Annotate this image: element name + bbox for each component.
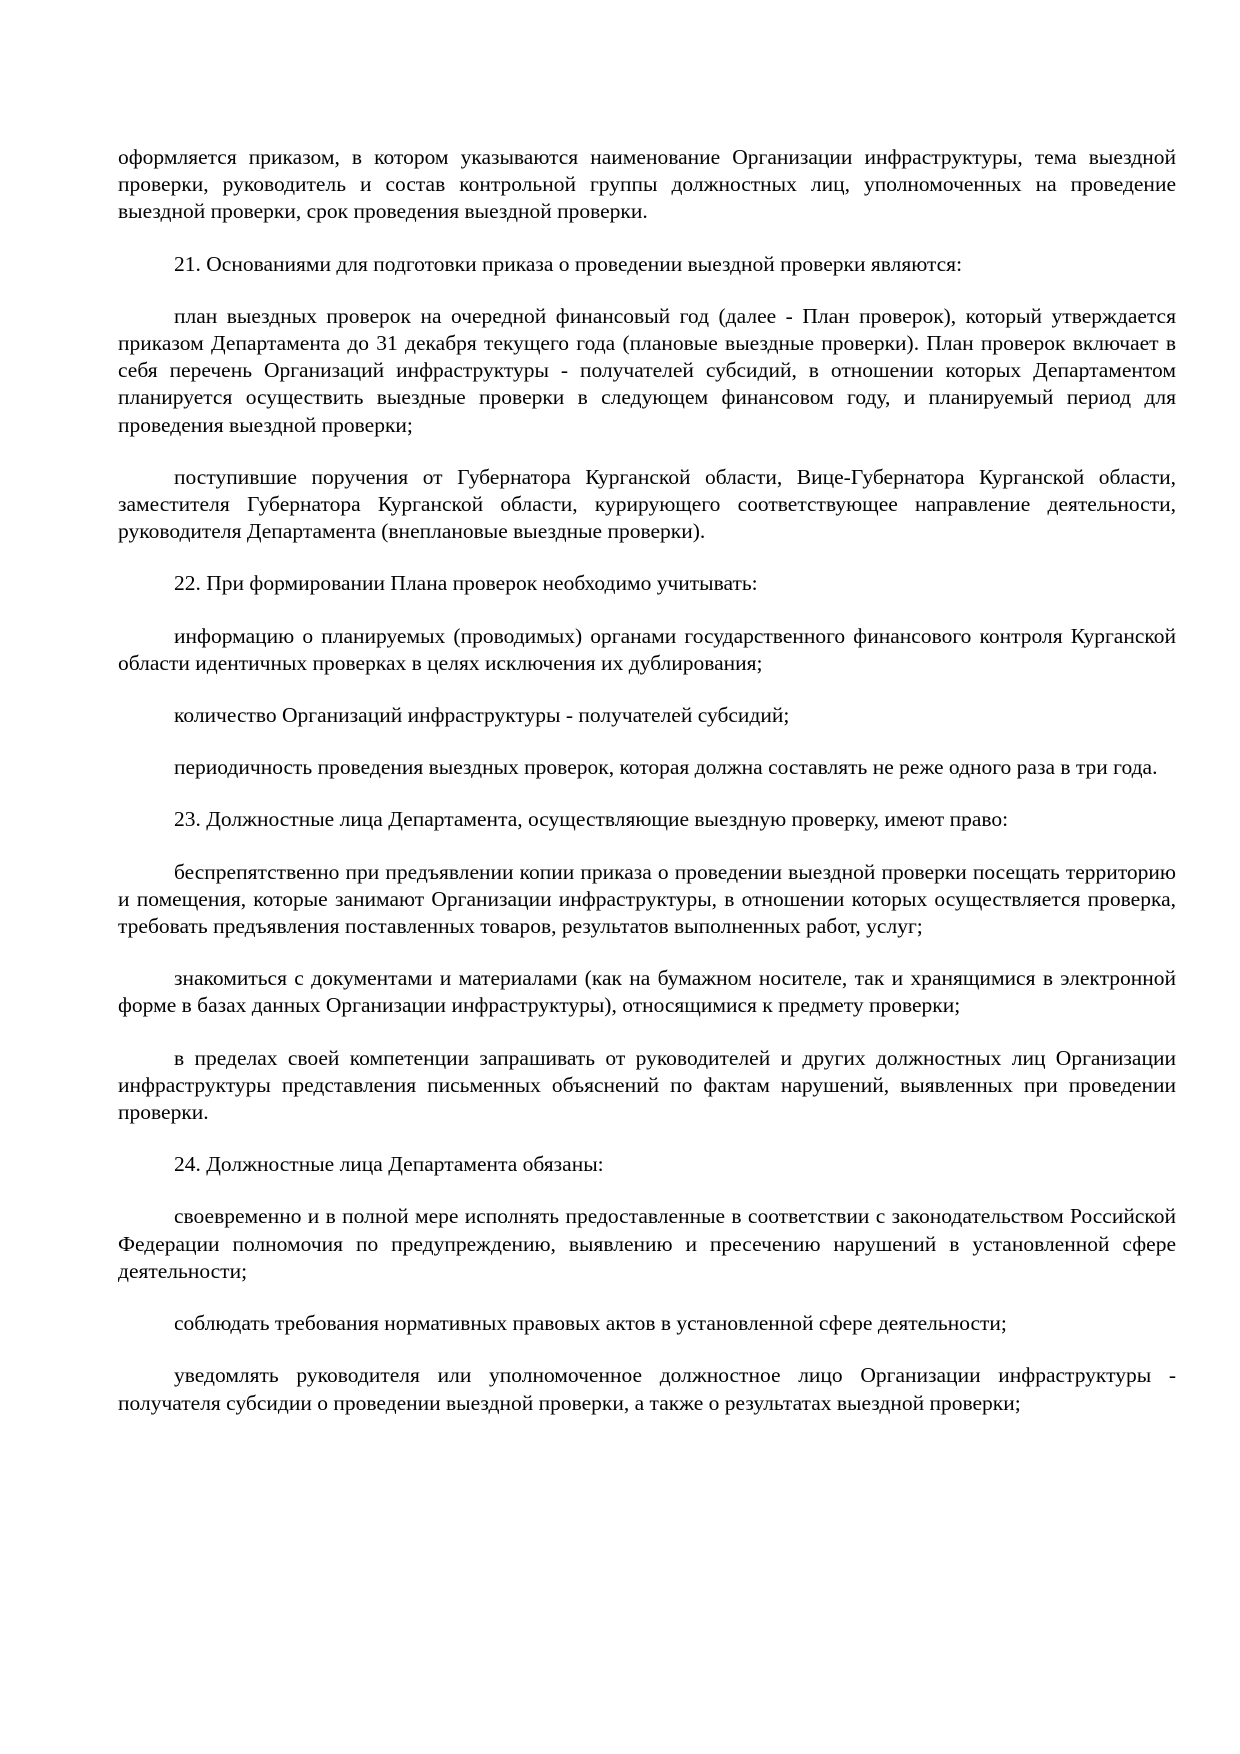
clause-21-heading: 21. Основаниями для подготовки приказа о проведении выездной проверки являются: — [174, 251, 963, 276]
document-page — [118, 144, 1176, 1442]
paragraph-governor-orders: поступившие поручения от Губернатора Курганской области, Вице-Губернатора Курганской области, заместителя Губернатора Курганской области, курирующего соответствующее направление деятельности, руководителя Департамента (внеплановые выездные проверки). — [118, 464, 1176, 544]
paragraph-control-info: информацию о планируемых (проводимых) органами государственного финансового контроля Курганской области идентичных проверках в целях исключения их дублирования; — [118, 623, 1176, 675]
paragraph-inspection-frequency: периодичность проведения выездных проверок, которая должна составлять не реже одного раза в три года. — [174, 755, 1158, 780]
paragraph-right-documents: знакомиться с документами и материалами (как на бумажном носителе, так и хранящимися в электронной форме в базах данных Организации инфраструктуры), относящимися к предмету проверки; — [118, 966, 1176, 1018]
paragraph-duty-regulations: соблюдать требования нормативных правовых актов в установленной сфере деятельности; — [174, 1311, 1007, 1336]
paragraph-organization-count: количество Организаций инфраструктуры - получателей субсидий; — [174, 703, 790, 728]
paragraph-continuation: оформляется приказом, в котором указываются наименование Организации инфраструктуры, тема выездной проверки, руководитель и состав контрольной группы должностных лиц, уполномоченных на проведение выездной проверки, срок проведения выездной проверки. — [118, 145, 1176, 224]
paragraph-duty-notify: уведомлять руководителя или уполномоченное должностное лицо Организации инфраструктуры - получателя субсидии о проведении выездной проверки, а также о результатах выездной проверки; — [118, 1363, 1176, 1415]
paragraph-duty-powers: своевременно и в полной мере исполнять предоставленные в соответствии с законодательством Российской Федерации полномочия по предупреждению, выявлению и пресечению нарушений в установленной сфере деятельности; — [118, 1204, 1176, 1283]
paragraph-right-access: беспрепятственно при предъявлении копии приказа о проведении выездной проверки посещать территорию и помещения, которые занимают Организации инфраструктуры, в отношении которых осуществляется проверка, требовать предъявления поставленных товаров, результатов выполненных работ, услуг; — [118, 859, 1176, 939]
paragraph-inspection-plan: план выездных проверок на очередной финансовый год (далее - План проверок), который утверждается приказом Департамента до 31 декабря текущего года (плановые выездные проверки). План проверок включает в себя перечень Организаций инфраструктуры - получателей субсидий, в отношении которых Департаментом планируется осуществить выездные проверки в следующем финансовом году, и планируемый период для проведения выездной проверки; — [118, 303, 1176, 437]
clause-24-heading: 24. Должностные лица Департамента обязаны: — [174, 1152, 604, 1177]
paragraph-right-explanations: в пределах своей компетенции запрашивать от руководителей и других должностных лиц Организации инфраструктуры представления письменных объяснений по фактам нарушений, выявленных при проведении проверки. — [118, 1045, 1176, 1125]
clause-22-heading: 22. При формировании Плана проверок необходимо учитывать: — [174, 571, 758, 596]
clause-23-heading: 23. Должностные лица Департамента, осуществляющие выездную проверку, имеют право: — [174, 807, 1009, 832]
